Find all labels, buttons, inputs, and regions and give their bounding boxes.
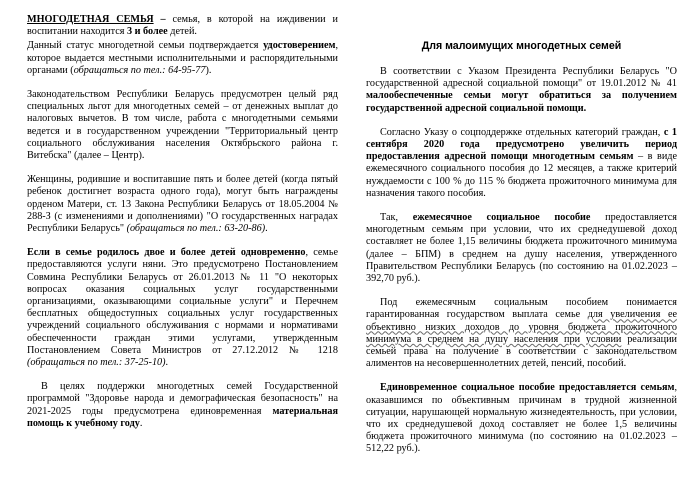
monthly-end: предоставляется многодетным семьям при условии, что их среднедушевой доход составляет не более 1,15 величины бюджета прожиточного минимума (далее – БПМ) в среднем на душу населения, утвержденного Правительством Республики Беларусь (по состоянию на 01.02.2023 – 392,70 руб.). [366, 212, 677, 285]
definition-end: детей. [167, 26, 197, 38]
allowance-definition-paragraph [366, 297, 677, 370]
decree-bold: малообеспеченные семьи могут обратиться за получением государственной адресной социальной помощи. [366, 90, 677, 114]
nanny-text: , семье предоставляются услуги няни. Это предусмотрено Постановлением Совмина Республики Беларусь от 26.01.2013 № 11 "О некоторых вопросах оказания социальных услуг государственными организациями, оказывающими социальные услуги" и Перечнем бесплатных общедоступных социальных услуг государственных учреждений социального обслуживания с нормами и нормативами обеспеченности граждан этими услугами, утвержденным Постановлением Совета Министров от 27.12.2012 № 1218 [27, 247, 338, 356]
status-certificate: удостоверением [263, 40, 336, 52]
monthly-allowance-paragraph [366, 212, 677, 285]
period-bold: с 1 сентября 2020 года предусмотрено увеличить период предоставления адресной помощи многодетным семьям [366, 126, 677, 163]
status-text: Данный статус многодетной семьи подтверждается [27, 40, 264, 52]
monthly-text: Так, [380, 212, 413, 224]
order-end: . [265, 223, 268, 235]
allowance-underlined: для увеличения ее объективно низких доходов до уровня бюджета прожиточного минимума в среднем на душу населения при условии [366, 309, 677, 345]
one-time-allowance-paragraph [366, 382, 677, 455]
one-time-text: , оказавшимся по объективным причинам в трудной жизненной ситуации, нарушающей нормальную жизнедеятельность, при условии, что их среднедушевой доход составляет не более 1,5 величины бюджета прожиточного минимума (по состоянию на 01.02.2023 – 512,22 руб.). [366, 382, 677, 455]
order-phone: (обращаться по тел.: 63-20-86) [126, 223, 266, 235]
order-of-mother-paragraph [27, 174, 338, 235]
status-paragraph [27, 40, 338, 77]
school-aid-bold: материальная помощь к учебному году [27, 405, 338, 429]
term-large-family: МНОГОДЕТНАЯ СЕМЬЯ [27, 14, 154, 25]
section-heading: Для малоимущих многодетных семей [421, 40, 622, 52]
school-aid-text: В целях поддержки многодетных семей Государственной программой "Здоровье народа и демографическая безопасность" на 2021-2025 годы предусмотрена единовременная [27, 381, 338, 417]
status-phone: обращаться по тел.: 64-95-77 [73, 64, 206, 76]
nanny-phone: (обращаться по тел.: 37-25-10) [27, 357, 166, 369]
status-end: ). [205, 64, 212, 76]
decree-paragraph [366, 66, 677, 115]
legislation-paragraph: Законодательством Республики Беларусь предусмотрен целый ряд специальных льгот для многодетных семей – от денежных выплат до налоговых вычетов. В том числе, работа с многодетными семьями ведется и в государственном учреждении "Территориальный центр социального обслуживания населения Октябрьского района г. Витебска" (далее – Центр). [27, 89, 338, 162]
allowance-end: реализации семьей права на получение в соответствии с законодательством алиментов на несовершеннолетних детей, пенсий, пособий. [366, 333, 677, 370]
definition-text: семья, в которой на иждивении и воспитании находится [27, 14, 338, 38]
decree-text: В соответствии с Указом Президента Республики Беларусь "О государственной адресной социальной помощи" от 19.01.2012 № 41 [366, 66, 677, 90]
nanny-heading: Если в семье родилось двое и более детей одновременно [27, 247, 306, 259]
period-paragraph [366, 127, 677, 200]
school-aid-end: . [139, 417, 143, 429]
nanny-end: . [165, 357, 169, 369]
status-text-2: , которое выдается местными исполнительными и распорядительными органами ( [27, 40, 338, 76]
definition-paragraph [27, 14, 338, 38]
definition-dash: – [153, 14, 173, 25]
one-time-bold: Единовременное социальное пособие предоставляется семьям [380, 382, 675, 394]
left-column [27, 14, 338, 442]
allowance-text: Под ежемесячным социальным пособием понимается гарантированная государством выплата семье [366, 297, 677, 321]
school-aid-paragraph [27, 381, 338, 430]
period-text: Согласно Указу о соцподдержке отдельных категорий граждан, [380, 126, 664, 138]
order-text: Женщины, родившие и воспитавшие пять и более детей (когда пятый ребенок достигнет возраста одного года), могут быть награждены орденом Матери, ст. 13 Закона Республики Беларусь от 18.05.2004 № 288-З (с изменениями и дополнениями) "О государственных наградах Республики Беларусь" [27, 174, 338, 235]
monthly-bold: ежемесячное социальное пособие [412, 212, 591, 224]
definition-count: 3 и более [126, 26, 168, 38]
right-column [366, 14, 677, 468]
nanny-paragraph [27, 247, 338, 369]
period-end: – в виде ежемесячного социального пособия до 12 месяцев, а также критерий нуждаемости с 100 % до 115 % бюджета прожиточного минимума для назначения такого пособия. [366, 151, 677, 199]
